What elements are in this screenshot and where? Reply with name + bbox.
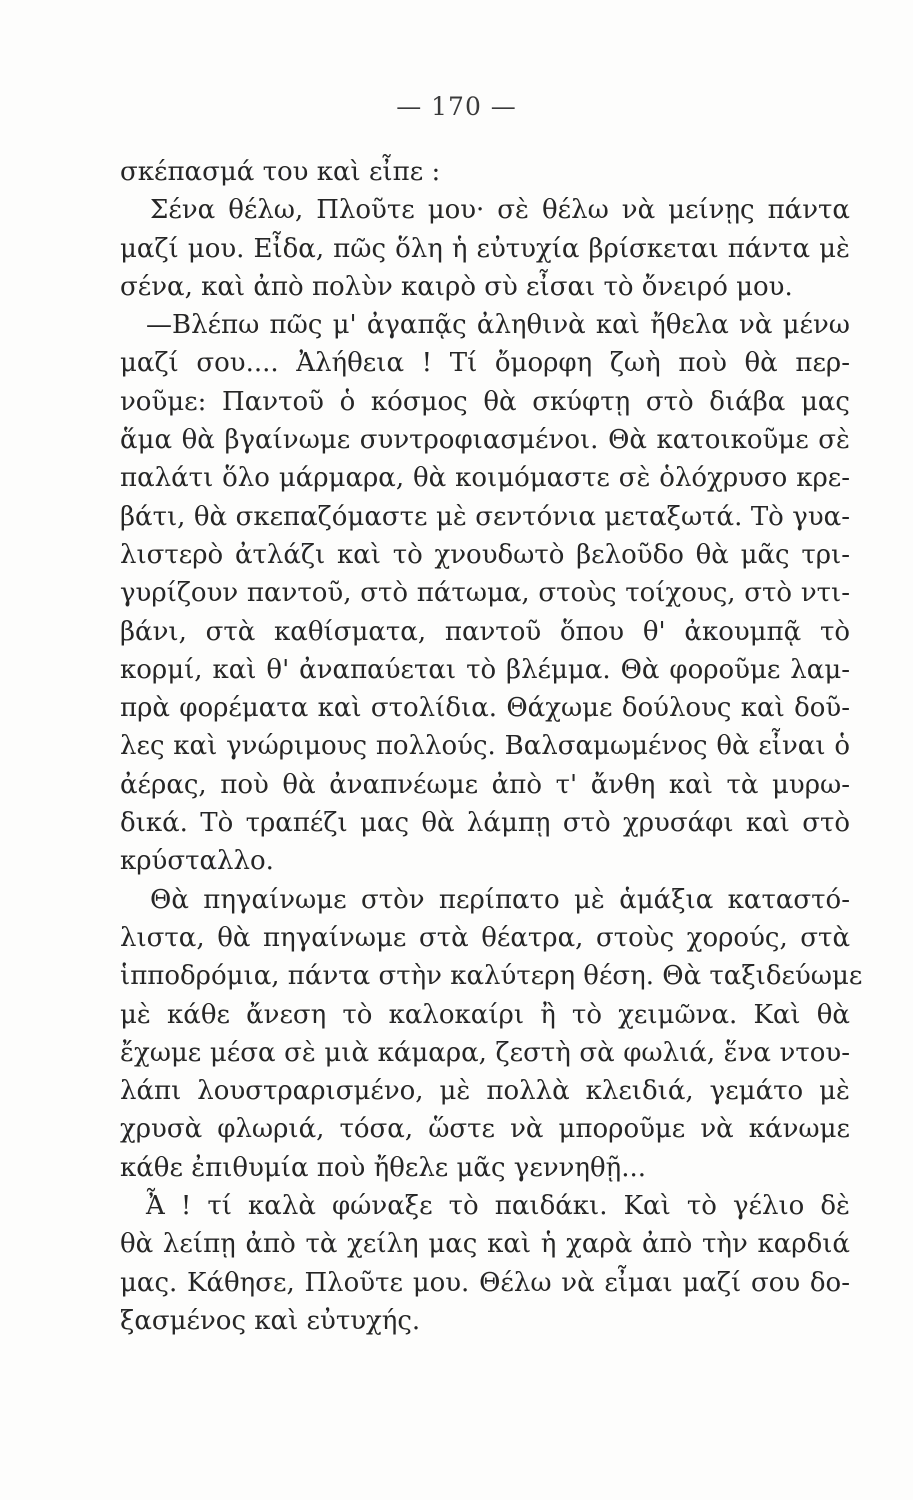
- text-line: παλάτι ὅλο μάρμαρα, θὰ κοιμόμαστε σὲ ὁλόχρυσο κρε-: [120, 463, 850, 494]
- text-line: λιστερὸ ἀτλάζι καὶ τὸ χνουδωτὸ βελοῦδο θὰ μᾶς τρι-: [120, 539, 850, 570]
- text-line: μας. Κάθησε, Πλοῦτε μου. Θέλω νὰ εἶμαι μαζί σου δο-: [120, 1267, 850, 1298]
- text-line: νοῦμε: Παντοῦ ὁ κόσμος θὰ σκύφτῃ στὸ διάβα μας: [120, 386, 850, 417]
- text-line: βάνι, στὰ καθίσματα, παντοῦ ὅπου θ' ἀκουμπᾷ τὸ: [120, 616, 850, 647]
- text-line: Σένα θέλω, Πλοῦτε μου· σὲ θέλω νὰ μείνῃς πάντα: [150, 195, 850, 226]
- text-line: πρὰ φορέματα καὶ στολίδια. Θάχωμε δούλους καὶ δοῦ-: [120, 693, 850, 724]
- text-line: Ἆ ! τί καλὰ φώναξε τὸ παιδάκι. Καὶ τὸ γέλιο δὲ: [146, 1191, 850, 1222]
- body-text: [120, 153, 863, 1340]
- text-line: σένα, καὶ ἀπὸ πολὺν καιρὸ σὺ εἶσαι τὸ ὄνειρό μου.: [120, 271, 793, 302]
- text-line: ἀέρας, ποὺ θὰ ἀναπνέωμε ἀπὸ τ' ἄνθη καὶ τὰ μυρω-: [120, 769, 850, 800]
- text-line: κορμί, καὶ θ' ἀναπαύεται τὸ βλέμμα. Θὰ φοροῦμε λαμ-: [120, 654, 850, 685]
- text-line: θὰ λείπῃ ἀπὸ τὰ χείλη μας καὶ ἡ χαρὰ ἀπὸ τὴν καρδιά: [120, 1229, 850, 1260]
- page-number: — 170 —: [396, 92, 517, 121]
- text-line: λες καὶ γνώριμους πολλούς. Βαλσαμωμένος θὰ εἶναι ὁ: [120, 731, 850, 762]
- text-line: κάθε ἐπιθυμία ποὺ ἤθελε μᾶς γεννηθῇ...: [120, 1152, 647, 1183]
- text-line: γυρίζουν παντοῦ, στὸ πάτωμα, στοὺς τοίχους, στὸ ντι-: [120, 578, 850, 609]
- text-line: μαζί μου. Εἶδα, πῶς ὅλη ἡ εὐτυχία βρίσκεται πάντα μὲ: [120, 233, 850, 264]
- text-line: λάπι λουστραρισμένο, μὲ πολλὰ κλειδιά, γεμάτο μὲ: [120, 1076, 850, 1107]
- text-line: δικά. Τὸ τραπέζι μας θὰ λάμπῃ στὸ χρυσάφι καὶ στὸ: [120, 808, 850, 839]
- text-line: Θὰ πηγαίνωμε στὸν περίπατο μὲ ἁμάξια καταστό-: [150, 884, 850, 915]
- text-line: ξασμένος καὶ εὐτυχής.: [120, 1305, 421, 1336]
- text-line: ἔχωμε μέσα σὲ μιὰ κάμαρα, ζεστὴ σὰ φωλιά, ἕνα ντου-: [120, 1037, 850, 1068]
- text-line: μὲ κάθε ἄνεση τὸ καλοκαίρι ἢ τὸ χειμῶνα. Καὶ θὰ: [120, 999, 850, 1030]
- text-line: βάτι, θὰ σκεπαζόμαστε μὲ σεντόνια μεταξωτά. Τὸ γυα-: [120, 501, 850, 532]
- text-line: χρυσὰ φλωριά, τόσα, ὥστε νὰ μποροῦμε νὰ κάνωμε: [120, 1114, 850, 1145]
- text-line: λιστα, θὰ πηγαίνωμε στὰ θέατρα, στοὺς χορούς, στὰ: [120, 922, 850, 953]
- text-line: μαζί σου.... Ἀλήθεια ! Τί ὄμορφη ζωὴ ποὺ θὰ περ-: [120, 348, 850, 379]
- text-line: ἅμα θὰ βγαίνωμε συντροφιασμένοι. Θὰ κατοικοῦμε σὲ: [120, 425, 850, 456]
- text-line: ἱπποδρόμια, πάντα στὴν καλύτερη θέση. Θὰ ταξιδεύωμε: [120, 961, 863, 992]
- text-line: κρύσταλλο.: [120, 846, 274, 877]
- text-line: —Βλέπω πῶς μ' ἀγαπᾷς ἀληθινὰ καὶ ἤθελα νὰ μένω: [146, 310, 850, 341]
- text-line: σκέπασμά του καὶ εἶπε :: [120, 157, 441, 187]
